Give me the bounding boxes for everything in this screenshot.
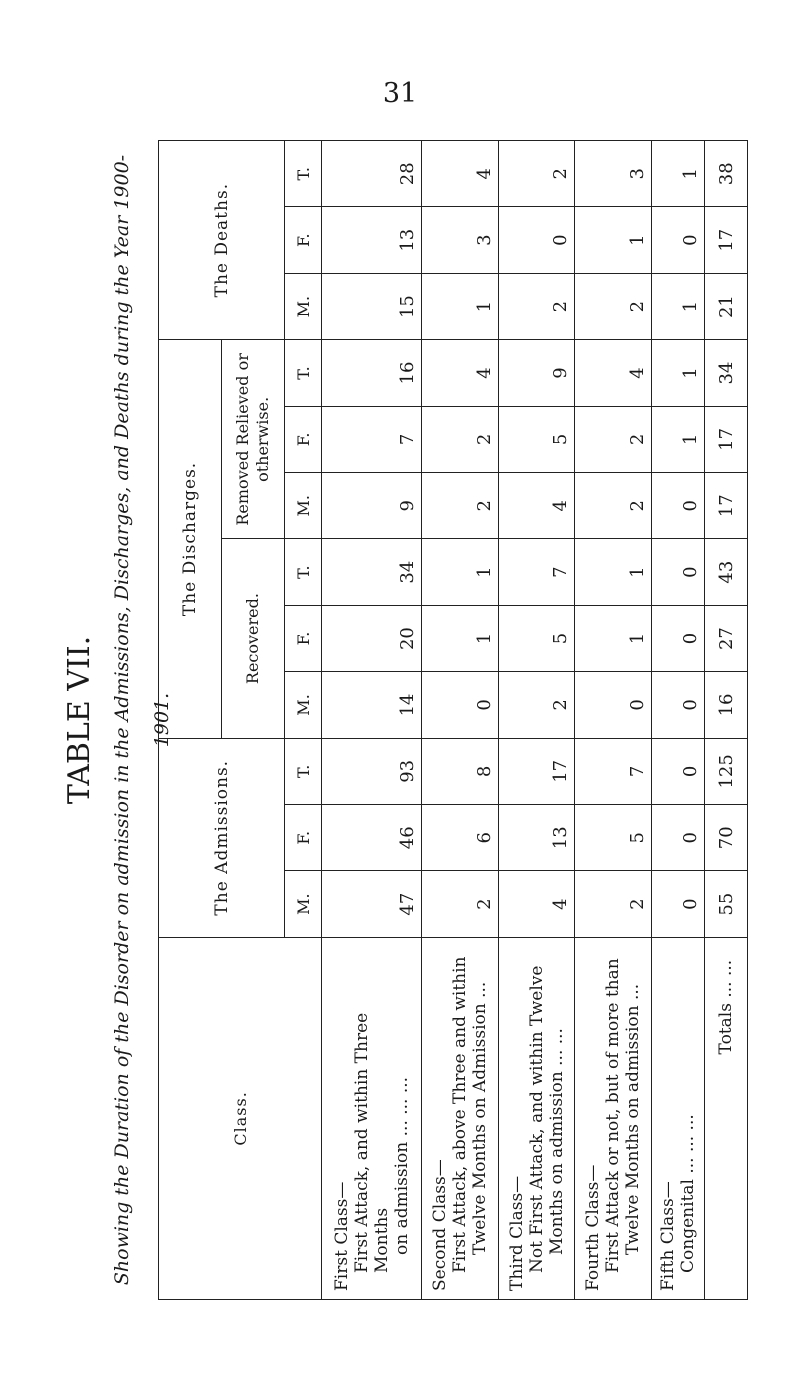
relieved-m: 2: [575, 473, 652, 539]
class-cell: [498, 937, 575, 1299]
deaths-t: 4: [422, 141, 499, 208]
table-row: [651, 141, 704, 1300]
table-row: [575, 141, 652, 1300]
relieved-m: 0: [651, 473, 704, 539]
admissions-m: 47: [322, 871, 422, 937]
recovered-f-total: 27: [705, 605, 748, 671]
admissions-f: 13: [498, 805, 575, 871]
recovered-t: 7: [498, 539, 575, 605]
class-cell: [322, 937, 422, 1299]
deaths-m: 2: [575, 273, 652, 339]
relieved-m: 4: [498, 473, 575, 539]
col-m: M.: [285, 473, 322, 539]
recovered-f: 5: [498, 605, 575, 671]
col-t: T.: [285, 340, 322, 406]
admissions-f: 46: [322, 805, 422, 871]
deaths-m-total: 21: [705, 273, 748, 339]
deaths-t: 2: [498, 141, 575, 208]
admissions-t: 7: [575, 738, 652, 804]
deaths-t: 3: [575, 141, 652, 208]
class-line2: First Attack, above Three and within: [449, 956, 470, 1273]
col-t: T.: [285, 141, 322, 208]
duration-table: [158, 140, 748, 1300]
class-line2: Congenital ... ... ...: [677, 1114, 698, 1273]
deaths-header: The Deaths.: [159, 141, 285, 340]
class-line3: on admission ... ... ...: [391, 1076, 412, 1255]
rotated-table-block: [60, 140, 760, 1300]
class-line2: Not First Attack, and within Twelve: [526, 965, 547, 1273]
recovered-header: Recovered.: [222, 539, 285, 738]
admissions-m: 0: [651, 871, 704, 937]
class-header: Class.: [159, 937, 322, 1299]
relieved-t-total: 34: [705, 340, 748, 406]
class-line1: Second Class—: [429, 1159, 450, 1291]
recovered-m-total: 16: [705, 672, 748, 738]
admissions-m-total: 55: [705, 871, 748, 937]
admissions-m: 2: [422, 871, 499, 937]
admissions-f: 0: [651, 805, 704, 871]
admissions-f: 6: [422, 805, 499, 871]
admissions-t-total: 125: [705, 738, 748, 804]
relieved-f: 7: [322, 406, 422, 472]
page-number: 31: [382, 78, 418, 109]
col-m: M.: [285, 672, 322, 738]
col-f: F.: [285, 406, 322, 472]
deaths-f-total: 17: [705, 207, 748, 273]
admissions-t: 0: [651, 738, 704, 804]
admissions-header: The Admissions.: [159, 738, 285, 937]
relieved-f: 1: [651, 406, 704, 472]
col-f: F.: [285, 207, 322, 273]
admissions-t: 17: [498, 738, 575, 804]
recovered-m: 2: [498, 672, 575, 738]
class-line3: Twelve Months on Admission ...: [469, 981, 490, 1255]
relieved-t: 16: [322, 340, 422, 406]
table-heading: TABLE VII.: [62, 635, 97, 805]
deaths-t: 1: [651, 141, 704, 208]
class-line1: Fifth Class—: [657, 1181, 678, 1291]
class-line2: First Attack or not, but of more than: [603, 958, 624, 1273]
relieved-m-total: 17: [705, 473, 748, 539]
class-line3: Months on admission ... ...: [546, 1028, 567, 1255]
class-cell: [422, 937, 499, 1299]
discharges-header: The Discharges.: [159, 340, 222, 738]
deaths-m: 1: [651, 273, 704, 339]
admissions-t: 93: [322, 738, 422, 804]
relieved-t: 1: [651, 340, 704, 406]
recovered-m: 0: [422, 672, 499, 738]
deaths-t-total: 38: [705, 141, 748, 208]
recovered-f: 1: [422, 605, 499, 671]
deaths-f: 3: [422, 207, 499, 273]
recovered-t: 0: [651, 539, 704, 605]
class-cell: [651, 937, 704, 1299]
col-f: F.: [285, 805, 322, 871]
recovered-m: 0: [575, 672, 652, 738]
class-line1: First Class—: [331, 1181, 352, 1291]
table-subheading: Showing the Duration of the Disorder on admission in the Admissions, Discharges, and Deaths during the Year 1900-1901.: [111, 154, 173, 1286]
deaths-f: 1: [575, 207, 652, 273]
deaths-m: 15: [322, 273, 422, 339]
deaths-f: 0: [651, 207, 704, 273]
relieved-f: 2: [422, 406, 499, 472]
recovered-f: 1: [575, 605, 652, 671]
recovered-m: 0: [651, 672, 704, 738]
col-m: M.: [285, 871, 322, 937]
class-line1: Third Class—: [506, 1175, 527, 1291]
col-m: M.: [285, 273, 322, 339]
class-line2: First Attack, and within Three Months: [351, 1012, 392, 1273]
table-row: [498, 141, 575, 1300]
relieved-t: 4: [575, 340, 652, 406]
recovered-f: 0: [651, 605, 704, 671]
recovered-m: 14: [322, 672, 422, 738]
deaths-t: 28: [322, 141, 422, 208]
totals-label: Totals ... ...: [705, 937, 748, 1299]
deaths-m: 1: [422, 273, 499, 339]
deaths-f: 0: [498, 207, 575, 273]
table-body: [322, 141, 748, 1300]
relieved-f: 2: [575, 406, 652, 472]
relieved-t: 4: [422, 340, 499, 406]
class-line3: Twelve Months on admission ...: [623, 983, 644, 1255]
relieved-m: 2: [422, 473, 499, 539]
col-t: T.: [285, 738, 322, 804]
admissions-m: 2: [575, 871, 652, 937]
relieved-t: 9: [498, 340, 575, 406]
admissions-m: 4: [498, 871, 575, 937]
relieved-header: Removed Relieved or otherwise.: [222, 340, 285, 539]
admissions-f-total: 70: [705, 805, 748, 871]
class-line1: Fourth Class—: [583, 1164, 604, 1291]
deaths-f: 13: [322, 207, 422, 273]
deaths-m: 2: [498, 273, 575, 339]
relieved-m: 9: [322, 473, 422, 539]
relieved-f-total: 17: [705, 406, 748, 472]
totals-row: [705, 141, 748, 1300]
recovered-t: 1: [575, 539, 652, 605]
admissions-t: 8: [422, 738, 499, 804]
col-t: T.: [285, 539, 322, 605]
recovered-t-total: 43: [705, 539, 748, 605]
table-row: [322, 141, 422, 1300]
table-row: [422, 141, 499, 1300]
recovered-t: 34: [322, 539, 422, 605]
admissions-f: 5: [575, 805, 652, 871]
relieved-f: 5: [498, 406, 575, 472]
col-f: F.: [285, 605, 322, 671]
recovered-t: 1: [422, 539, 499, 605]
class-cell: [575, 937, 652, 1299]
recovered-f: 20: [322, 605, 422, 671]
